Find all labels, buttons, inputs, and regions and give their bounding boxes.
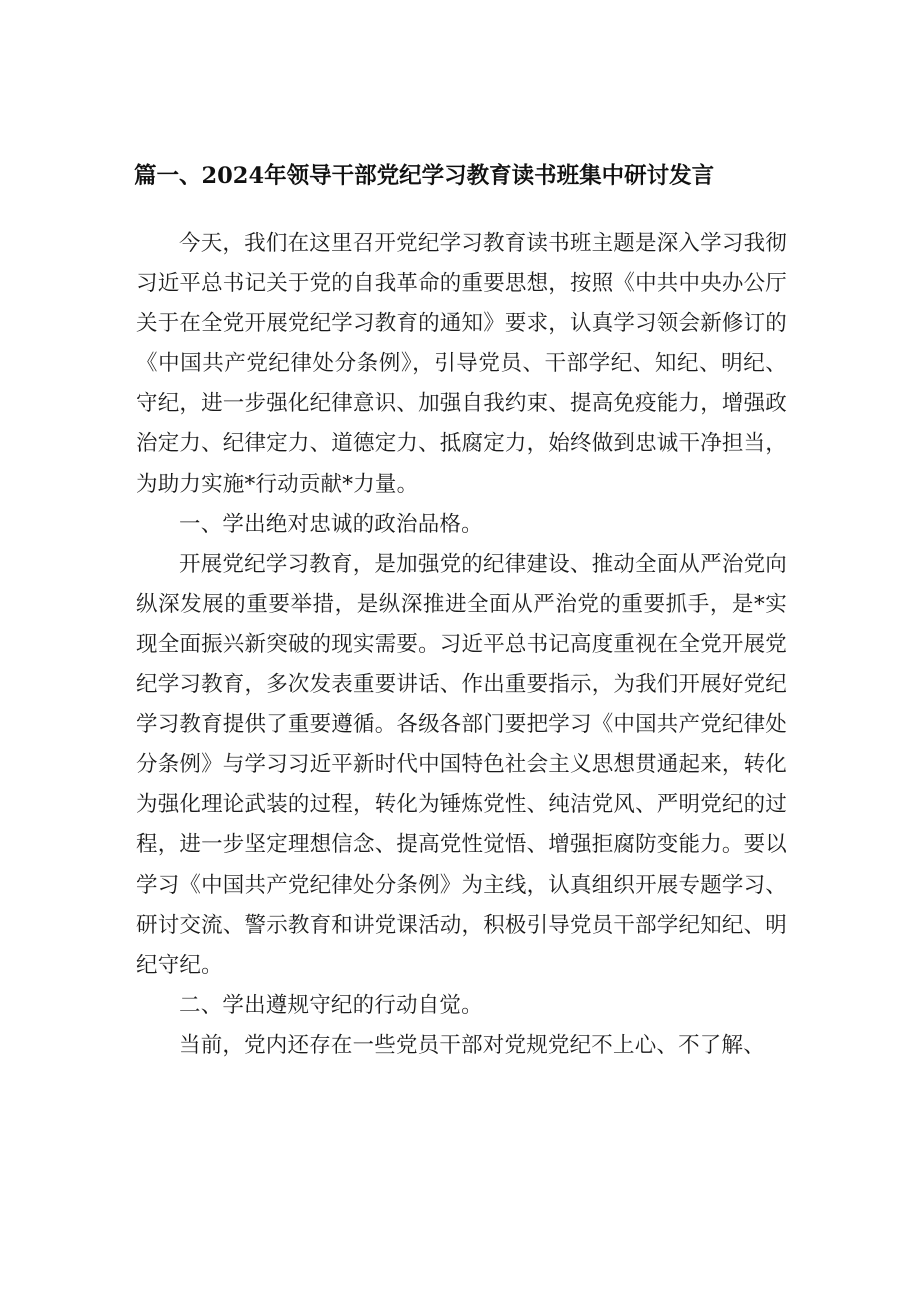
paragraph-intro: 今天，我们在这里召开党纪学习教育读书班主题是深入学习我彻习近平总书记关于党的自我革命的重要思想，按照《中共中央办公厅关于在全党开展党纪学习教育的通知》要求，认真学习领会新修订的《中国共产党纪律处分条例》，引导党员、干部学纪、知纪、明纪、守纪，进一步强化纪律意识、加强自我约束、提高免疫能力，增强政治定力、纪律定力、道德定力、抵腐定力，始终做到忠诚干净担当，为助力实施*行动贡献*力量。: [136, 231, 788, 497]
section-heading-2: 二、学出遵规守纪的行动自觉。: [179, 992, 483, 1018]
document-body: [136, 224, 787, 1066]
paragraph-section-2: 当前，党内还存在一些党员干部对党规党纪不上心、不了解、: [179, 1032, 765, 1058]
paragraph-section-1: 开展党纪学习教育，是加强党的纪律建设、推动全面从严治党向纵深发展的重要举措，是纵深推进全面从严治党的重要抓手，是*实现全面振兴新突破的现实需要。习近平总书记高度重视在全党开展党纪学习教育，多次发表重要讲话、作出重要指示，为我们开展好党纪学习教育提供了重要遵循。各级各部门要把学习《中国共产党纪律处分条例》与学习习近平新时代中国特色社会主义思想贯通起来，转化为强化理论武装的过程，转化为锤炼党性、纯洁党风、严明党纪的过程，进一步坚定理想信念、提高党性觉悟、增强拒腐防变能力。要以学习《中国共产党纪律处分条例》为主线，认真组织开展专题学习、研讨交流、警示教育和讲党课活动，积极引导党员干部学纪知纪、明纪守纪。: [136, 551, 788, 978]
document-title: 篇一、2024年领导干部党纪学习教育读书班集中研讨发言: [134, 163, 715, 189]
section-heading-1: 一、学出绝对忠诚的政治品格。: [179, 511, 483, 537]
